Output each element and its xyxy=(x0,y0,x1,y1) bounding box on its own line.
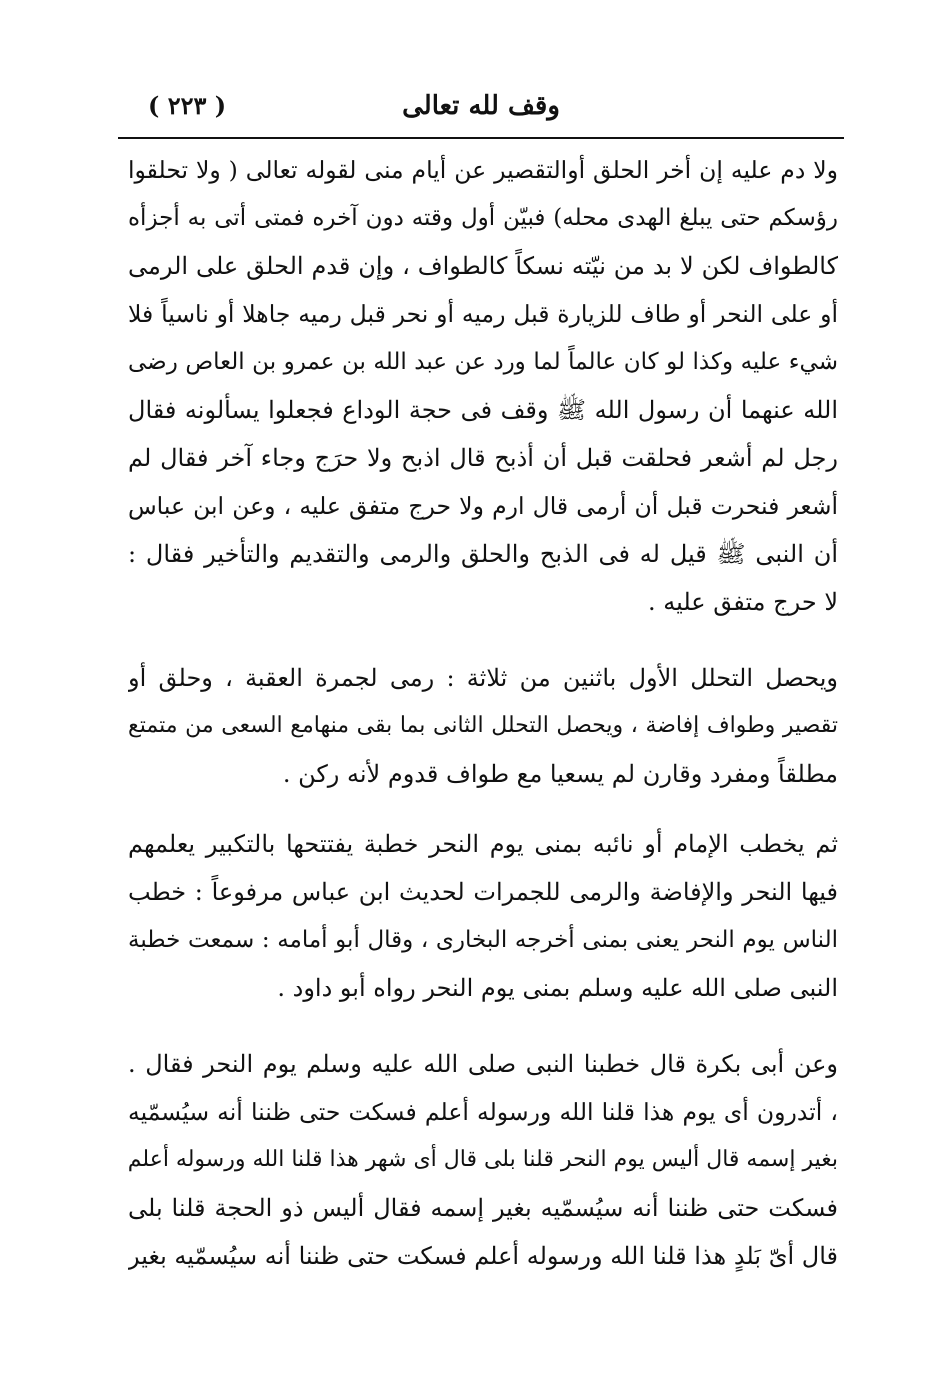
text-line: رؤسكم حتى يبلغ الهدى محله) فبيّن أول وقته دون آخره فمتى أتى به أجزأه xyxy=(128,205,838,231)
page-number: ( ٢٢٣ ) xyxy=(148,91,227,120)
text-line: فيها النحر والإفاضة والرمى للجمرات لحديث ابن عباس مرفوعاً : خطب xyxy=(128,878,838,906)
header-divider xyxy=(118,137,844,139)
text-line: شيء عليه وكذا لو كان عالماً لما ورد عن عبد الله بن عمرو بن العاص رضى xyxy=(128,349,838,375)
text-line: ، أتدرون أى يوم هذا قلنا الله ورسوله أعلم فسكت حتى ظننا أنه سيُسمّيه xyxy=(128,1098,838,1126)
text-line: أن النبى ﷺ قيل له فى الذبح والحلق والرمى والتقديم والتأخير فقال : xyxy=(128,540,838,568)
paragraph xyxy=(128,1040,838,1280)
text-line: ولا دم عليه إن أخر الحلق أوالتقصير عن أيام منى لقوله تعالى ( ولا تحلقوا xyxy=(128,156,838,184)
text-line: أشعر فنحرت قبل أن أرمى قال ارم ولا حرج متفق عليه ، وعن ابن عباس xyxy=(128,492,838,520)
text-line: رجل لم أشعر فحلقت قبل أن أذبح قال اذبح ولا حرَج وجاء آخر فقال لم xyxy=(128,444,838,472)
text-line: مطلقاً ومفرد وقارن لم يسعيا مع طواف قدوم لأنه ركن . xyxy=(282,760,838,788)
text-line: فسكت حتى ظننا أنه سيُسمّيه بغير إسمه فقال أليس ذو الحجة قلنا بلى xyxy=(128,1194,838,1222)
text-line: لا حرج متفق عليه . xyxy=(647,588,838,616)
text-line: وعن أبى بكرة قال خطبنا النبى صلى الله عليه وسلم يوم النحر فقال . xyxy=(128,1050,838,1078)
running-title: وقف لله تعالى xyxy=(402,91,560,121)
paragraph xyxy=(128,146,838,626)
text-line: ويحصل التحلل الأول باثنين من ثلاثة : رمى لجمرة العقبة ، وحلق أو xyxy=(128,664,838,692)
text-line: ثم يخطب الإمام أو نائبه بمنى يوم النحر خطبة يفتتحها بالتكبير يعلمهم xyxy=(128,830,838,858)
text-line: الناس يوم النحر يعنى بمنى أخرجه البخارى ، وقال أبو أمامه : سمعت خطبة xyxy=(128,927,838,953)
page-header xyxy=(118,86,844,128)
text-line: الله عنهما أن رسول الله ﷺ وقف فى حجة الوداع فجعلوا يسألونه فقال xyxy=(128,396,838,424)
text-line: بغير إسمه قال أليس يوم النحر قلنا بلى قال أى شهر هذا قلنا الله ورسوله أعلم xyxy=(128,1147,838,1172)
text-line: النبى صلى الله عليه وسلم بمنى يوم النحر رواه أبو داود . xyxy=(277,974,838,1002)
paragraph-gap xyxy=(128,1012,838,1040)
text-line: أو على النحر أو طاف للزيارة قبل رميه أو نحر قبل رميه جاهلا أو ناسياً فلا xyxy=(128,300,838,328)
text-line: كالطواف لكن لا بد من نيّته نسكاً كالطواف ، وإن قدم الحلق على الرمى xyxy=(128,252,838,280)
paragraph-gap xyxy=(128,798,838,820)
page-body xyxy=(128,146,838,1280)
paragraph-gap xyxy=(128,626,838,654)
text-line: تقصير وطواف إفاضة ، ويحصل التحلل الثانى بما بقى منهامع السعى من متمتع xyxy=(128,713,838,738)
paragraph xyxy=(128,820,838,1012)
paragraph xyxy=(128,654,838,798)
text-line: قال أىّ بَلدٍ هذا قلنا الله ورسوله أعلم فسكت حتى ظننا أنه سيُسمّيه بغير xyxy=(128,1242,838,1270)
